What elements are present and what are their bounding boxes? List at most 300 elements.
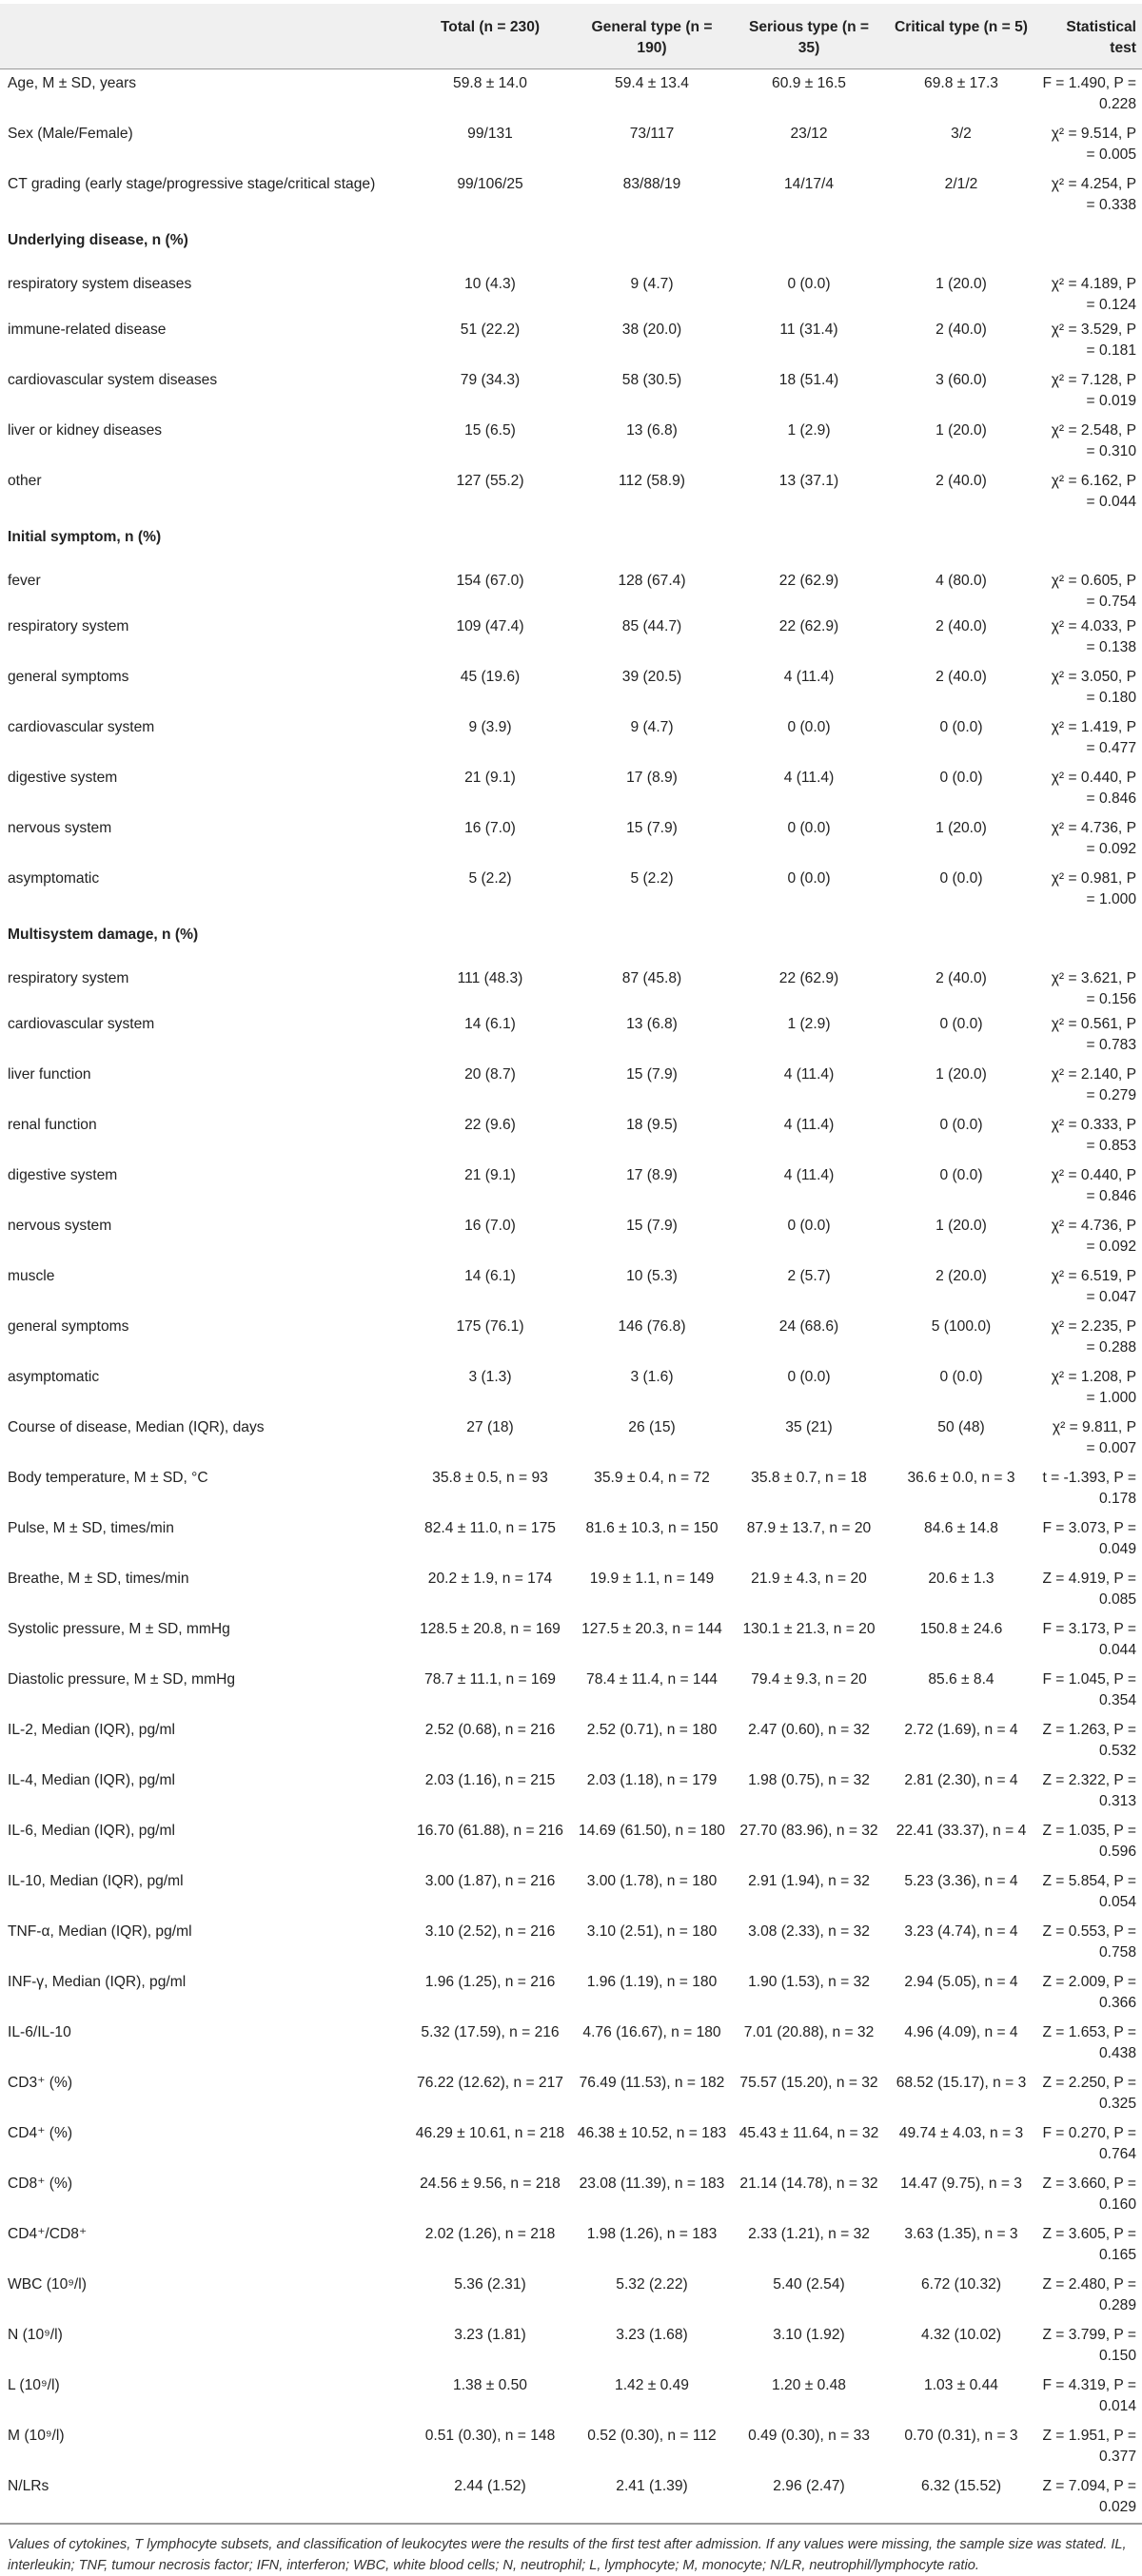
critical-type-cell: 14.47 (9.75), n = 3 bbox=[900, 2176, 1022, 2192]
critical-type-cell: 0 (0.0) bbox=[939, 719, 983, 735]
critical-type-cell: 2.81 (2.30), n = 4 bbox=[904, 1772, 1018, 1788]
statistical-test-cell: Z = 2.480, P = 0.289 bbox=[1042, 2276, 1136, 2313]
column-header-general: General type (n = 190) bbox=[571, 4, 733, 69]
general-type-cell: 35.9 ± 0.4, n = 72 bbox=[594, 1470, 710, 1486]
statistical-test-cell: F = 4.319, P = 0.014 bbox=[1042, 2377, 1136, 2414]
table-row bbox=[0, 713, 1142, 764]
general-type-cell: 5 (2.2) bbox=[630, 870, 674, 887]
serious-type-cell: 21.14 (14.78), n = 32 bbox=[739, 2176, 878, 2192]
general-type-cell: 112 (58.9) bbox=[619, 473, 685, 489]
serious-type-cell: 22 (62.9) bbox=[778, 618, 839, 634]
statistical-test-cell: Z = 1.263, P = 0.532 bbox=[1042, 1722, 1136, 1759]
serious-type-cell: 1.20 ± 0.48 bbox=[772, 2377, 846, 2393]
general-type-cell: 78.4 ± 11.4, n = 144 bbox=[586, 1671, 718, 1688]
statistical-test-cell: χ² = 4.189, P = 0.124 bbox=[1051, 276, 1136, 313]
serious-type-cell: 7.01 (20.88), n = 32 bbox=[743, 2024, 875, 2040]
statistical-test-cell: F = 1.490, P = 0.228 bbox=[1042, 75, 1136, 112]
general-type-cell: 9 (4.7) bbox=[630, 719, 674, 735]
statistical-test-cell: χ² = 9.514, P = 0.005 bbox=[1051, 126, 1136, 163]
row-label: N/LRs bbox=[0, 2472, 409, 2524]
critical-type-cell: 3/2 bbox=[951, 126, 972, 142]
total-cell: 1.38 ± 0.50 bbox=[453, 2377, 527, 2393]
critical-type-cell: 2 (40.0) bbox=[935, 618, 987, 634]
general-type-cell: 15 (7.9) bbox=[626, 820, 678, 836]
serious-type-cell: 27.70 (83.96), n = 32 bbox=[739, 1823, 878, 1839]
critical-type-cell: 2 (40.0) bbox=[935, 322, 987, 338]
row-label: WBC (10⁹/l) bbox=[8, 2276, 87, 2293]
statistical-test-cell: χ² = 3.050, P = 0.180 bbox=[1051, 669, 1136, 706]
total-cell: 79 (34.3) bbox=[460, 372, 521, 388]
table-row bbox=[0, 1061, 1142, 1111]
statistical-test-cell: χ² = 3.621, P = 0.156 bbox=[1051, 970, 1136, 1007]
total-cell: 9 (3.9) bbox=[468, 719, 512, 735]
section-header-row bbox=[0, 915, 1142, 968]
general-type-cell: 81.6 ± 10.3, n = 150 bbox=[585, 1520, 719, 1536]
table-footnote: Values of cytokines, T lymphocyte subsets, and classification of leukocytes were the results of the first test after admission. If any values were missing, the sample size was stated. IL, interleukin; TNF, tumour necrosis factor; IFN, interferon; WBC, white blood cells; N, neutrophil; L, lymphocyte; M, monocyte; N/LR, neutrophil/lymphocyte ratio. bbox=[0, 2524, 1142, 2576]
row-label: INF-γ, Median (IQR), pg/ml bbox=[8, 1974, 187, 1990]
table-row bbox=[0, 2371, 1142, 2422]
statistical-test-cell: F = 3.173, P = 0.044 bbox=[1042, 1621, 1136, 1658]
serious-type-cell: 22 (62.9) bbox=[778, 970, 839, 986]
statistical-test-cell: χ² = 9.811, P = 0.007 bbox=[1052, 1419, 1136, 1456]
general-type-cell: 4.76 (16.67), n = 180 bbox=[582, 2024, 721, 2040]
statistical-test-cell: χ² = 1.419, P = 0.477 bbox=[1051, 719, 1136, 756]
statistical-test-cell: χ² = 4.736, P = 0.092 bbox=[1051, 820, 1136, 857]
statistical-test-cell: Z = 3.799, P = 0.150 bbox=[1042, 2327, 1136, 2364]
serious-type-cell: 0 (0.0) bbox=[787, 1218, 831, 1234]
serious-type-cell: 2.33 (1.21), n = 32 bbox=[748, 2226, 870, 2242]
row-label: Sex (Male/Female) bbox=[8, 126, 133, 142]
statistical-test-cell: χ² = 0.561, P = 0.783 bbox=[1051, 1016, 1136, 1053]
total-cell: 51 (22.2) bbox=[460, 322, 521, 338]
row-label: Breathe, M ± SD, times/min bbox=[8, 1571, 189, 1587]
critical-type-cell: 1.03 ± 0.44 bbox=[924, 2377, 998, 2393]
column-header-critical: Critical type (n = 5) bbox=[885, 4, 1037, 69]
table-row bbox=[0, 417, 1142, 467]
total-cell: 22 (9.6) bbox=[464, 1117, 516, 1133]
serious-type-cell: 3.08 (2.33), n = 32 bbox=[748, 1923, 870, 1940]
general-type-cell: 5.32 (2.22) bbox=[616, 2276, 688, 2293]
table-row bbox=[0, 1766, 1142, 1817]
serious-type-cell: 2.47 (0.60), n = 32 bbox=[748, 1722, 870, 1738]
serious-type-cell: 4 (11.4) bbox=[783, 1167, 835, 1183]
general-type-cell: 3 (1.6) bbox=[630, 1369, 674, 1385]
total-cell: 99/106/25 bbox=[457, 176, 523, 192]
row-label: CT grading (early stage/progressive stage/critical stage) bbox=[8, 176, 376, 192]
statistical-test-cell: Z = 1.951, P = 0.377 bbox=[1042, 2428, 1136, 2465]
critical-type-cell: 3 (60.0) bbox=[935, 372, 987, 388]
section-title: Initial symptom, n (%) bbox=[8, 529, 162, 545]
row-label: IL-10, Median (IQR), pg/ml bbox=[8, 1873, 184, 1889]
serious-type-cell: 35 (21) bbox=[785, 1419, 833, 1435]
statistical-test-cell: χ² = 0.440, P = 0.846 bbox=[1051, 770, 1136, 807]
row-label: muscle bbox=[8, 1268, 55, 1284]
total-cell: 21 (9.1) bbox=[464, 770, 516, 786]
row-label: fever bbox=[8, 573, 41, 589]
row-label: cardiovascular system bbox=[8, 1016, 155, 1032]
row-label: general symptoms bbox=[8, 669, 129, 685]
column-header-label bbox=[0, 4, 409, 69]
row-label: N (10⁹/l) bbox=[8, 2327, 63, 2343]
critical-type-cell: 2.72 (1.69), n = 4 bbox=[904, 1722, 1018, 1738]
data-table bbox=[0, 4, 1142, 2524]
serious-type-cell: 5.40 (2.54) bbox=[773, 2276, 845, 2293]
table-row bbox=[0, 663, 1142, 713]
serious-type-cell: 0 (0.0) bbox=[787, 1369, 831, 1385]
general-type-cell: 18 (9.5) bbox=[626, 1117, 678, 1133]
serious-type-cell: 0.49 (0.30), n = 33 bbox=[748, 2428, 870, 2444]
table-row bbox=[0, 1514, 1142, 1565]
critical-type-cell: 2 (20.0) bbox=[935, 1268, 987, 1284]
total-cell: 46.29 ± 10.61, n = 218 bbox=[415, 2125, 565, 2141]
total-cell: 14 (6.1) bbox=[464, 1268, 516, 1284]
row-label: asymptomatic bbox=[8, 1369, 100, 1385]
total-cell: 111 (48.3) bbox=[457, 970, 523, 986]
column-header-serious: Serious type (n = 35) bbox=[733, 4, 885, 69]
general-type-cell: 83/88/19 bbox=[622, 176, 681, 192]
table-row bbox=[0, 2019, 1142, 2069]
table-row bbox=[0, 2069, 1142, 2119]
total-cell: 99/131 bbox=[467, 126, 513, 142]
statistical-test-cell: Z = 4.919, P = 0.085 bbox=[1042, 1571, 1136, 1608]
statistical-test-cell: t = -1.393, P = 0.178 bbox=[1042, 1470, 1136, 1507]
table-row bbox=[0, 2321, 1142, 2371]
table-row bbox=[0, 1817, 1142, 1867]
general-type-cell: 3.00 (1.78), n = 180 bbox=[586, 1873, 718, 1889]
total-cell: 24.56 ± 9.56, n = 218 bbox=[420, 2176, 561, 2192]
statistical-test-cell: Z = 7.094, P = 0.029 bbox=[1037, 2472, 1142, 2524]
serious-type-cell: 0 (0.0) bbox=[787, 820, 831, 836]
table-row bbox=[0, 1565, 1142, 1615]
total-cell: 5.36 (2.31) bbox=[454, 2276, 526, 2293]
serious-type-cell: 1.98 (0.75), n = 32 bbox=[748, 1772, 870, 1788]
critical-type-cell: 1 (20.0) bbox=[935, 1066, 987, 1083]
general-type-cell: 2.41 (1.39) bbox=[571, 2472, 733, 2524]
statistical-test-cell: Z = 3.660, P = 0.160 bbox=[1042, 2176, 1136, 2213]
statistical-test-cell: Z = 1.653, P = 0.438 bbox=[1042, 2024, 1136, 2061]
row-label: cardiovascular system bbox=[8, 719, 155, 735]
serious-type-cell: 1 (2.9) bbox=[787, 1016, 831, 1032]
row-label: IL-4, Median (IQR), pg/ml bbox=[8, 1772, 175, 1788]
table-row bbox=[0, 764, 1142, 814]
total-cell: 16.70 (61.88), n = 216 bbox=[417, 1823, 563, 1839]
row-label: renal function bbox=[8, 1117, 97, 1133]
row-label: respiratory system bbox=[8, 970, 129, 986]
general-type-cell: 23.08 (11.39), n = 183 bbox=[579, 2176, 725, 2192]
statistical-test-cell: χ² = 6.519, P = 0.047 bbox=[1051, 1268, 1136, 1305]
critical-type-cell: 2 (40.0) bbox=[935, 669, 987, 685]
total-cell: 2.02 (1.26), n = 218 bbox=[424, 2226, 556, 2242]
statistical-test-cell: Z = 0.553, P = 0.758 bbox=[1042, 1923, 1136, 1961]
section-title: Underlying disease, n (%) bbox=[8, 232, 188, 248]
serious-type-cell: 0 (0.0) bbox=[787, 870, 831, 887]
general-type-cell: 19.9 ± 1.1, n = 149 bbox=[589, 1571, 715, 1587]
row-label: digestive system bbox=[8, 770, 118, 786]
critical-type-cell: 1 (20.0) bbox=[935, 276, 987, 292]
general-type-cell: 1.42 ± 0.49 bbox=[615, 2377, 689, 2393]
table-body bbox=[0, 69, 1142, 2524]
table-row bbox=[0, 274, 1142, 316]
row-label: nervous system bbox=[8, 1218, 112, 1234]
general-type-cell: 2.52 (0.71), n = 180 bbox=[586, 1722, 718, 1738]
table-row bbox=[0, 2271, 1142, 2321]
table-row bbox=[0, 2422, 1142, 2472]
statistical-test-cell: χ² = 3.529, P = 0.181 bbox=[1051, 322, 1136, 359]
critical-type-cell: 36.6 ± 0.0, n = 3 bbox=[907, 1470, 1015, 1486]
general-type-cell: 1.98 (1.26), n = 183 bbox=[586, 2226, 718, 2242]
total-cell: 16 (7.0) bbox=[464, 1218, 516, 1234]
critical-type-cell: 4.32 (10.02) bbox=[920, 2327, 1002, 2343]
general-type-cell: 58 (30.5) bbox=[621, 372, 682, 388]
general-type-cell: 85 (44.7) bbox=[621, 618, 682, 634]
statistical-test-cell: χ² = 4.736, P = 0.092 bbox=[1051, 1218, 1136, 1255]
total-cell: 5.32 (17.59), n = 216 bbox=[421, 2024, 560, 2040]
serious-type-cell: 1.90 (1.53), n = 32 bbox=[748, 1974, 870, 1990]
general-type-cell: 17 (8.9) bbox=[626, 1167, 678, 1183]
serious-type-cell: 4 (11.4) bbox=[783, 1117, 835, 1133]
row-label: Diastolic pressure, M ± SD, mmHg bbox=[8, 1671, 236, 1688]
statistical-test-cell: Z = 2.322, P = 0.313 bbox=[1042, 1772, 1136, 1809]
row-label: CD3⁺ (%) bbox=[8, 2075, 73, 2091]
total-cell: 2.52 (0.68), n = 216 bbox=[424, 1722, 556, 1738]
table-row bbox=[0, 814, 1142, 865]
table-row bbox=[0, 968, 1142, 1010]
critical-type-cell: 5 (100.0) bbox=[931, 1318, 992, 1335]
statistical-test-cell: χ² = 6.162, P = 0.044 bbox=[1051, 473, 1136, 510]
row-label: CD8⁺ (%) bbox=[8, 2176, 73, 2192]
total-cell: 20.2 ± 1.9, n = 174 bbox=[427, 1571, 553, 1587]
general-type-cell: 1.96 (1.19), n = 180 bbox=[586, 1974, 718, 1990]
critical-type-cell: 85.6 ± 8.4 bbox=[928, 1671, 994, 1688]
critical-type-cell: 69.8 ± 17.3 bbox=[924, 75, 998, 91]
critical-type-cell: 6.72 (10.32) bbox=[920, 2276, 1002, 2293]
table-row bbox=[0, 1464, 1142, 1514]
table-row bbox=[0, 366, 1142, 417]
row-label: Age, M ± SD, years bbox=[8, 75, 137, 91]
critical-type-cell: 1 (20.0) bbox=[935, 1218, 987, 1234]
table-row bbox=[0, 2220, 1142, 2271]
serious-type-cell: 2.96 (2.47) bbox=[733, 2472, 885, 2524]
table-row bbox=[0, 1313, 1142, 1363]
serious-type-cell: 11 (31.4) bbox=[779, 322, 838, 338]
general-type-cell: 146 (76.8) bbox=[618, 1318, 686, 1335]
general-type-cell: 46.38 ± 10.52, n = 183 bbox=[577, 2125, 727, 2141]
total-cell: 2.03 (1.16), n = 215 bbox=[424, 1772, 556, 1788]
serious-type-cell: 14/17/4 bbox=[783, 176, 835, 192]
statistical-test-cell: χ² = 2.548, P = 0.310 bbox=[1051, 422, 1136, 459]
serious-type-cell: 4 (11.4) bbox=[783, 770, 835, 786]
table-row bbox=[0, 170, 1142, 221]
critical-type-cell: 0 (0.0) bbox=[939, 1167, 983, 1183]
critical-type-cell: 3.63 (1.35), n = 3 bbox=[904, 2226, 1018, 2242]
statistical-test-cell: χ² = 2.235, P = 0.288 bbox=[1051, 1318, 1136, 1356]
critical-type-cell: 49.74 ± 4.03, n = 3 bbox=[898, 2125, 1024, 2141]
table-row bbox=[0, 2170, 1142, 2220]
section-header-row bbox=[0, 221, 1142, 274]
statistical-test-cell: F = 3.073, P = 0.049 bbox=[1042, 1520, 1136, 1557]
table-row bbox=[0, 316, 1142, 366]
general-type-cell: 2.03 (1.18), n = 179 bbox=[586, 1772, 718, 1788]
table-row bbox=[0, 2119, 1142, 2170]
critical-type-cell: 6.32 (15.52) bbox=[885, 2472, 1037, 2524]
critical-type-cell: 68.52 (15.17), n = 3 bbox=[896, 2075, 1027, 2091]
total-cell: 128.5 ± 20.8, n = 169 bbox=[420, 1621, 561, 1637]
statistical-test-cell: χ² = 0.333, P = 0.853 bbox=[1051, 1117, 1136, 1154]
row-label: general symptoms bbox=[8, 1318, 129, 1335]
general-type-cell: 127.5 ± 20.3, n = 144 bbox=[581, 1621, 722, 1637]
table-row bbox=[0, 69, 1142, 121]
general-type-cell: 87 (45.8) bbox=[621, 970, 682, 986]
general-type-cell: 3.10 (2.51), n = 180 bbox=[586, 1923, 718, 1940]
statistical-test-cell: Z = 2.250, P = 0.325 bbox=[1042, 2075, 1136, 2112]
row-label: M (10⁹/l) bbox=[8, 2428, 65, 2444]
total-cell: 3.23 (1.81) bbox=[454, 2327, 526, 2343]
total-cell: 59.8 ± 14.0 bbox=[453, 75, 527, 91]
general-type-cell: 17 (8.9) bbox=[626, 770, 678, 786]
total-cell: 20 (8.7) bbox=[464, 1066, 516, 1083]
critical-type-cell: 3.23 (4.74), n = 4 bbox=[904, 1923, 1018, 1940]
statistical-test-cell: χ² = 0.981, P = 1.000 bbox=[1051, 870, 1136, 907]
row-label: digestive system bbox=[8, 1167, 118, 1183]
table-row bbox=[0, 1968, 1142, 2019]
table-row bbox=[0, 1212, 1142, 1262]
total-cell: 15 (6.5) bbox=[464, 422, 516, 439]
total-cell: 109 (47.4) bbox=[456, 618, 524, 634]
statistical-test-cell: Z = 2.009, P = 0.366 bbox=[1042, 1974, 1136, 2011]
row-label: liver or kidney diseases bbox=[8, 422, 163, 439]
general-type-cell: 9 (4.7) bbox=[630, 276, 674, 292]
general-type-cell: 13 (6.8) bbox=[626, 1016, 678, 1032]
serious-type-cell: 79.4 ± 9.3, n = 20 bbox=[751, 1671, 867, 1688]
total-cell: 35.8 ± 0.5, n = 93 bbox=[432, 1470, 548, 1486]
critical-type-cell: 1 (20.0) bbox=[935, 422, 987, 439]
statistical-test-cell: χ² = 4.254, P = 0.338 bbox=[1051, 176, 1136, 213]
table-row bbox=[0, 1918, 1142, 1968]
critical-type-cell: 84.6 ± 14.8 bbox=[924, 1520, 998, 1536]
row-label: nervous system bbox=[8, 820, 112, 836]
general-type-cell: 38 (20.0) bbox=[621, 322, 682, 338]
section-header-row bbox=[0, 517, 1142, 571]
general-type-cell: 39 (20.5) bbox=[621, 669, 682, 685]
serious-type-cell: 1 (2.9) bbox=[787, 422, 831, 439]
critical-type-cell: 0 (0.0) bbox=[939, 1369, 983, 1385]
statistical-test-cell: Z = 5.854, P = 0.054 bbox=[1042, 1873, 1136, 1910]
table-row bbox=[0, 467, 1142, 517]
total-cell: 3.00 (1.87), n = 216 bbox=[424, 1873, 556, 1889]
total-cell: 127 (55.2) bbox=[456, 473, 524, 489]
column-header-total: Total (n = 230) bbox=[409, 4, 571, 69]
total-cell: 21 (9.1) bbox=[464, 1167, 516, 1183]
critical-type-cell: 0 (0.0) bbox=[939, 870, 983, 887]
statistical-test-cell: χ² = 7.128, P = 0.019 bbox=[1051, 372, 1136, 409]
statistical-test-cell: F = 0.270, P = 0.764 bbox=[1042, 2125, 1136, 2162]
serious-type-cell: 2.91 (1.94), n = 32 bbox=[748, 1873, 870, 1889]
critical-type-cell: 0.70 (0.31), n = 3 bbox=[904, 2428, 1018, 2444]
serious-type-cell: 130.1 ± 21.3, n = 20 bbox=[742, 1621, 876, 1637]
critical-type-cell: 5.23 (3.36), n = 4 bbox=[904, 1873, 1018, 1889]
total-cell: 175 (76.1) bbox=[456, 1318, 524, 1335]
total-cell: 3 (1.3) bbox=[468, 1369, 512, 1385]
critical-type-cell: 50 (48) bbox=[937, 1419, 985, 1435]
row-label: respiratory system diseases bbox=[8, 276, 192, 292]
table-row bbox=[0, 1161, 1142, 1212]
total-cell: 10 (4.3) bbox=[464, 276, 516, 292]
table-row bbox=[0, 1615, 1142, 1666]
table-row bbox=[0, 1414, 1142, 1464]
section-title: Multisystem damage, n (%) bbox=[8, 927, 199, 943]
row-label: CD4⁺ (%) bbox=[8, 2125, 73, 2141]
statistical-test-cell: χ² = 1.208, P = 1.000 bbox=[1051, 1369, 1136, 1406]
row-label: Systolic pressure, M ± SD, mmHg bbox=[8, 1621, 230, 1637]
table-row bbox=[0, 1262, 1142, 1313]
statistical-test-cell: Z = 3.605, P = 0.165 bbox=[1042, 2226, 1136, 2263]
statistical-test-cell: Z = 1.035, P = 0.596 bbox=[1042, 1823, 1136, 1860]
row-label: other bbox=[8, 473, 42, 489]
critical-type-cell: 0 (0.0) bbox=[939, 770, 983, 786]
row-label: asymptomatic bbox=[8, 870, 100, 887]
general-type-cell: 3.23 (1.68) bbox=[616, 2327, 688, 2343]
critical-type-cell: 2 (40.0) bbox=[935, 970, 987, 986]
critical-type-cell: 2 (40.0) bbox=[935, 473, 987, 489]
total-cell: 3.10 (2.52), n = 216 bbox=[424, 1923, 556, 1940]
critical-type-cell: 0 (0.0) bbox=[939, 1117, 983, 1133]
general-type-cell: 15 (7.9) bbox=[626, 1066, 678, 1083]
row-label: IL-6, Median (IQR), pg/ml bbox=[8, 1823, 175, 1839]
serious-type-cell: 18 (51.4) bbox=[778, 372, 839, 388]
general-type-cell: 73/117 bbox=[629, 126, 675, 142]
critical-type-cell: 2/1/2 bbox=[944, 176, 978, 192]
general-type-cell: 10 (5.3) bbox=[626, 1268, 678, 1284]
serious-type-cell: 0 (0.0) bbox=[787, 719, 831, 735]
serious-type-cell: 45.43 ± 11.64, n = 32 bbox=[738, 2125, 879, 2141]
total-cell: 154 (67.0) bbox=[456, 573, 524, 589]
table-row bbox=[0, 1111, 1142, 1161]
total-cell: 76.22 (12.62), n = 217 bbox=[417, 2075, 563, 2091]
row-label: L (10⁹/l) bbox=[8, 2377, 60, 2393]
row-label: cardiovascular system diseases bbox=[8, 372, 218, 388]
serious-type-cell: 35.8 ± 0.7, n = 18 bbox=[751, 1470, 867, 1486]
serious-type-cell: 4 (11.4) bbox=[783, 669, 835, 685]
general-type-cell: 15 (7.9) bbox=[626, 1218, 678, 1234]
serious-type-cell: 60.9 ± 16.5 bbox=[772, 75, 846, 91]
general-type-cell: 76.49 (11.53), n = 182 bbox=[579, 2075, 725, 2091]
row-label: TNF-α, Median (IQR), pg/ml bbox=[8, 1923, 192, 1940]
serious-type-cell: 3.10 (1.92) bbox=[773, 2327, 845, 2343]
general-type-cell: 0.52 (0.30), n = 112 bbox=[587, 2428, 717, 2444]
serious-type-cell: 22 (62.9) bbox=[778, 573, 839, 589]
total-cell: 45 (19.6) bbox=[460, 669, 521, 685]
row-label: Body temperature, M ± SD, °C bbox=[8, 1470, 208, 1486]
total-cell: 78.7 ± 11.1, n = 169 bbox=[424, 1671, 556, 1688]
row-label: IL-2, Median (IQR), pg/ml bbox=[8, 1722, 175, 1738]
serious-type-cell: 24 (68.6) bbox=[778, 1318, 839, 1335]
critical-type-cell: 1 (20.0) bbox=[935, 820, 987, 836]
statistical-test-cell: χ² = 4.033, P = 0.138 bbox=[1051, 618, 1136, 655]
serious-type-cell: 2 (5.7) bbox=[787, 1268, 831, 1284]
total-cell: 16 (7.0) bbox=[464, 820, 516, 836]
general-type-cell: 13 (6.8) bbox=[626, 422, 678, 439]
critical-type-cell: 20.6 ± 1.3 bbox=[928, 1571, 994, 1587]
table-row bbox=[0, 865, 1142, 915]
critical-type-cell: 150.8 ± 24.6 bbox=[919, 1621, 1003, 1637]
table-row bbox=[0, 120, 1142, 170]
critical-type-cell: 2.94 (5.05), n = 4 bbox=[904, 1974, 1018, 1990]
critical-type-cell: 0 (0.0) bbox=[939, 1016, 983, 1032]
total-cell: 5 (2.2) bbox=[468, 870, 512, 887]
serious-type-cell: 4 (11.4) bbox=[783, 1066, 835, 1083]
total-cell: 0.51 (0.30), n = 148 bbox=[424, 2428, 556, 2444]
serious-type-cell: 13 (37.1) bbox=[778, 473, 839, 489]
